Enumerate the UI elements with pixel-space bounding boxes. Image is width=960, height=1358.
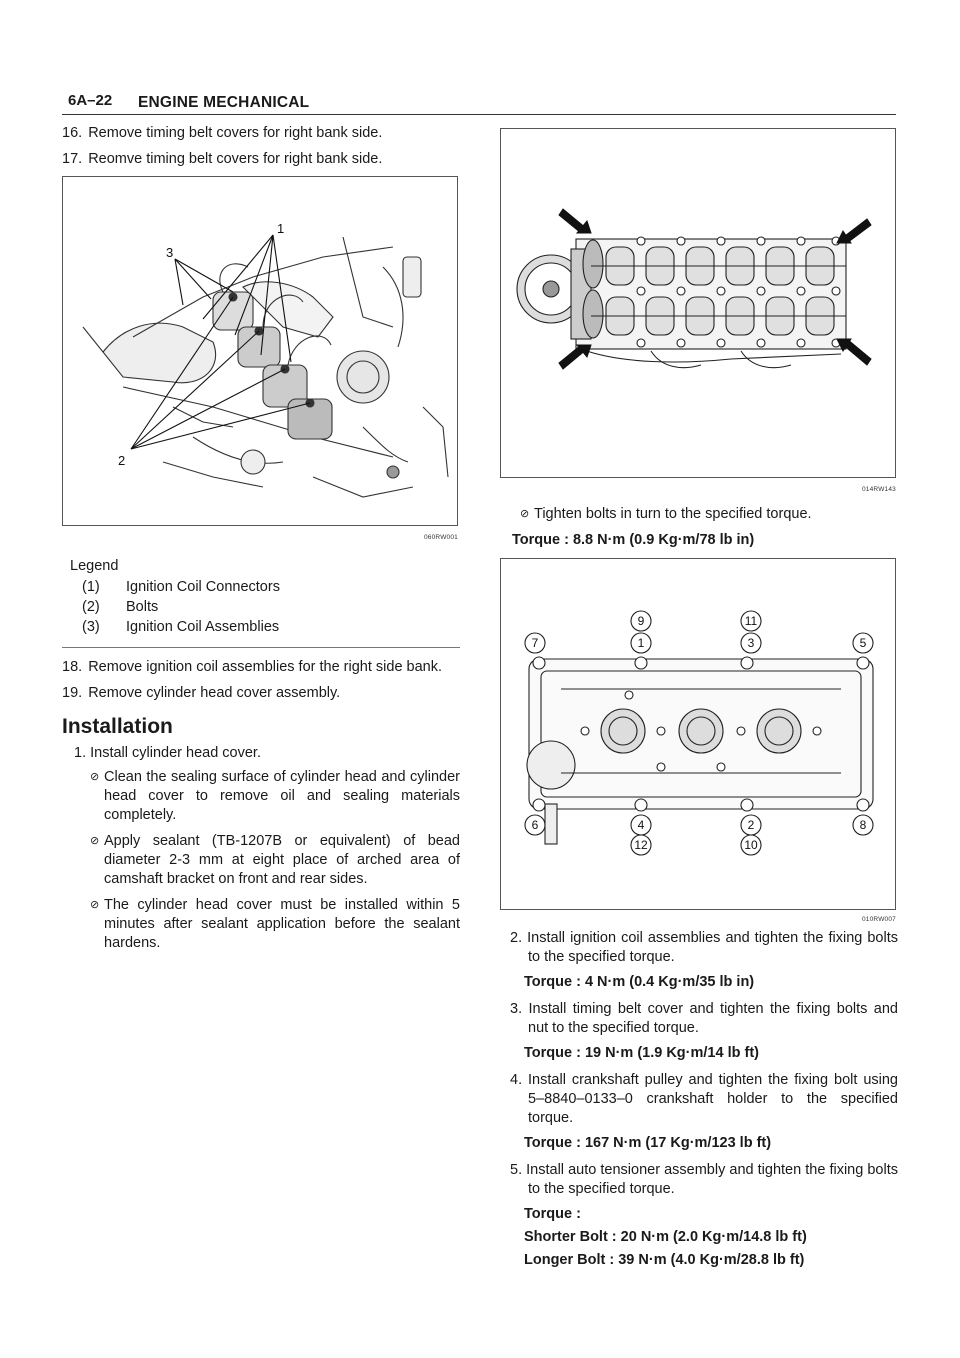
bullet-icon: ⊘ — [520, 508, 530, 520]
installation-heading: Installation — [62, 715, 173, 738]
legend-item: (1) Ignition Coil Connectors — [82, 579, 280, 595]
bullet-icon: ⊘ — [90, 771, 100, 783]
bullet-item: ⊘ The cylinder head cover must be installed within 5 minutes after sealant application before the sealant hardens. — [90, 897, 460, 951]
legend-title: Legend — [70, 558, 119, 574]
bolt-order-label: 6 — [531, 818, 539, 832]
bullet-icon: ⊘ — [90, 899, 100, 911]
bolt-order-label: 2 — [747, 818, 755, 832]
ignition-coil-figure — [62, 176, 458, 526]
bullet-item: ⊘ Apply sealant (TB-1207B or equivalent) of bead diameter 2-3 mm at eight place of arched area of camshaft bracket on front and rear sides. — [90, 833, 460, 887]
torque-spec-longer-bolt: Longer Bolt : 39 N·m (4.0 Kg·m/28.8 lb ft) — [524, 1252, 805, 1268]
bolt-order-label: 4 — [637, 818, 645, 832]
bolt-order-label: 12 — [634, 838, 648, 852]
bullet-item: ⊘ Clean the sealing surface of cylinder head and cylinder head cover to remove oil and sealing materials completely. — [90, 769, 460, 823]
bolt-order-label: 9 — [637, 614, 645, 628]
install-step-5: 5. Install auto tensioner assembly and tighten the fixing bolts to the specified torque. — [510, 1162, 898, 1197]
bullet-item: ⊘ Tighten bolts in turn to the specified torque. — [520, 506, 812, 522]
bolt-order-label: 5 — [859, 636, 867, 650]
legend-item: (3) Ignition Coil Assemblies — [82, 619, 280, 635]
section-code: 6A–22 — [68, 92, 113, 109]
camshaft-figure — [500, 128, 896, 478]
bolt-order-label: 1 — [637, 636, 645, 650]
bolt-order-label: 3 — [747, 636, 755, 650]
step-19: 19. Remove cylinder head cover assembly. — [62, 685, 341, 701]
callout-3: 3 — [166, 245, 174, 260]
header-divider — [62, 114, 896, 115]
figure-code: 060RW001 — [423, 534, 458, 541]
figure-code: 010RW007 — [861, 916, 896, 923]
left-column — [62, 124, 460, 960]
bolt-sequence-illustration — [501, 559, 895, 909]
bolt-order-label: 10 — [744, 838, 758, 852]
torque-spec: Torque : 8.8 N·m (0.9 Kg·m/78 lb in) — [512, 532, 755, 548]
torque-spec: Torque : 19 N·m (1.9 Kg·m/14 lb ft) — [524, 1045, 759, 1061]
torque-spec-shorter-bolt: Shorter Bolt : 20 N·m (2.0 Kg·m/14.8 lb ft) — [524, 1229, 807, 1245]
legend-item: (2) Bolts — [82, 599, 159, 615]
ignition-coil-illustration — [63, 177, 457, 525]
step-18: 18. Remove ignition coil assemblies for the right side bank. — [62, 659, 443, 675]
step-17: 17. Reomve timing belt covers for right bank side. — [62, 151, 383, 167]
install-step-3: 3. Install timing belt cover and tighten the fixing bolts and nut to the specified torque. — [510, 1001, 898, 1036]
torque-label: Torque : — [524, 1206, 581, 1222]
figure-code: 014RW143 — [861, 486, 896, 493]
callout-1: 1 — [277, 221, 285, 236]
bolt-order-label: 8 — [859, 818, 867, 832]
torque-spec: Torque : 4 N·m (0.4 Kg·m/35 lb in) — [524, 974, 755, 990]
install-step-1: 1. Install cylinder head cover. — [74, 745, 261, 761]
step-16: 16. Remove timing belt covers for right bank side. — [62, 125, 383, 141]
legend-divider — [62, 647, 460, 648]
bolt-order-label: 11 — [744, 614, 758, 628]
bolt-sequence-figure — [500, 558, 896, 910]
bolt-order-label: 7 — [531, 636, 539, 650]
install-step-2: 2. Install ignition coil assemblies and tighten the fixing bolts to the specified torque. — [510, 930, 898, 965]
bullet-icon: ⊘ — [90, 835, 100, 847]
page-title: ENGINE MECHANICAL — [138, 94, 310, 111]
camshaft-illustration — [501, 129, 895, 477]
install-step-4: 4. Install crankshaft pulley and tighten the fixing bolt using 5–8840–0133–0 crankshaft holder to the specified torque. — [510, 1072, 898, 1126]
right-column — [500, 128, 898, 1270]
legend — [62, 557, 460, 637]
torque-spec: Torque : 167 N·m (17 Kg·m/123 lb ft) — [524, 1135, 772, 1151]
callout-2: 2 — [118, 453, 126, 468]
